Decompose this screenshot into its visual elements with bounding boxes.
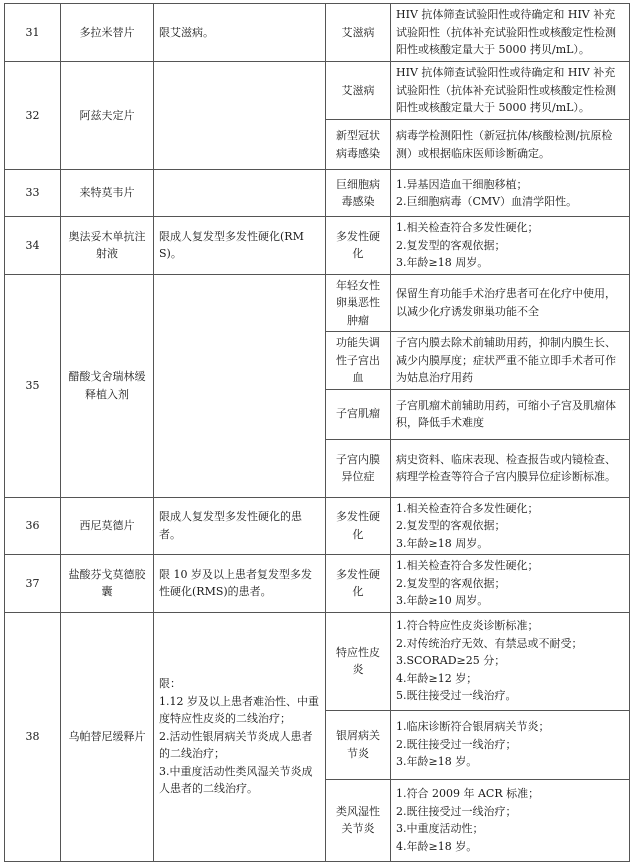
drug-name: 西尼莫德片	[61, 497, 154, 555]
payment-limit	[154, 62, 326, 170]
table-row	[5, 4, 630, 62]
drug-name: 醋酸戈舍瑞林缓释植入剂	[61, 274, 154, 497]
text-line: 1.异基因造血干细胞移植；	[396, 177, 528, 191]
text-line: 限成人复发型多发性硬化(RMS)。	[159, 229, 304, 261]
row-number: 33	[5, 170, 61, 217]
text-line: 限艾滋病。	[159, 25, 214, 39]
table-row	[5, 274, 630, 332]
text-line: 3.年龄≥10 周岁。	[396, 594, 489, 607]
text-line: 子宫肌瘤术前辅助用药，可缩小子宫及肌瘤体积，降低手术难度	[396, 398, 616, 429]
text-line: 2.巨细胞病毒（CMV）血清学阳性。	[396, 195, 578, 208]
text-line: 1.相关检查符合多发性硬化；	[396, 559, 539, 572]
indication-criteria	[391, 120, 630, 170]
drug-indication-table	[4, 3, 630, 862]
text-line: 3.中重度活动性类风湿关节炎成人患者的二线治疗。	[159, 764, 313, 796]
drug-name: 阿兹夫定片	[61, 62, 154, 170]
table-row	[5, 170, 630, 217]
text-line: 病毒学检测阳性（新冠抗体/核酸检测/抗原检测）或根据临床医师诊断确定。	[396, 129, 613, 160]
indication-criteria	[391, 332, 630, 390]
indication-criteria	[391, 497, 630, 555]
text-line: 限 10 岁及以上患者复发型多发性硬化(RMS)的患者。	[159, 567, 312, 599]
diagnosis: 巨细胞病毒感染	[326, 170, 391, 217]
diagnosis: 子宫肌瘤	[326, 389, 391, 439]
indication-criteria	[391, 389, 630, 439]
text-line: 保留生育功能手术治疗患者可在化疗中使用，以减少化疗诱发卵巢功能不全	[396, 287, 616, 318]
row-number: 37	[5, 555, 61, 613]
payment-limit	[154, 497, 326, 555]
drug-name: 奥法妥木单抗注射液	[61, 217, 154, 275]
indication-criteria	[391, 779, 630, 861]
diagnosis: 年轻女性卵巢恶性肿瘤	[326, 274, 391, 332]
row-number: 34	[5, 217, 61, 275]
indication-criteria	[391, 217, 630, 275]
text-line: HIV 抗体筛查试验阳性或待确定和 HIV 补充试验阳性（抗体补充试验阳性或核酸定性检测阳性或核酸定量大于 5000 拷贝/mL）。	[396, 8, 616, 57]
row-number: 36	[5, 497, 61, 555]
drug-name: 乌帕替尼缓释片	[61, 612, 154, 861]
diagnosis: 新型冠状病毒感染	[326, 120, 391, 170]
row-number: 31	[5, 4, 61, 62]
payment-limit	[154, 274, 326, 497]
text-line: 2.既往接受过一线治疗；	[396, 737, 517, 751]
text-line: 2.活动性银屑病关节炎成人患者的二线治疗；	[159, 729, 313, 761]
text-line: 2.复发型的客观依据；	[396, 238, 506, 252]
payment-limit	[154, 612, 326, 861]
row-number: 35	[5, 274, 61, 497]
text-line: 3.年龄≥18 周岁。	[396, 536, 489, 550]
indication-criteria	[391, 274, 630, 332]
diagnosis: 多发性硬化	[326, 555, 391, 613]
indication-criteria	[391, 612, 630, 710]
drug-name: 来特莫韦片	[61, 170, 154, 217]
text-line: 限：	[159, 677, 181, 691]
row-number: 32	[5, 62, 61, 170]
text-line: 4.年龄≥18 岁。	[396, 839, 478, 853]
text-line: 1.相关检查符合多发性硬化；	[396, 221, 539, 234]
table-body	[5, 4, 630, 862]
diagnosis: 类风湿性关节炎	[326, 779, 391, 861]
diagnosis: 特应性皮炎	[326, 612, 391, 710]
indication-criteria	[391, 710, 630, 779]
text-line: 3.年龄≥18 周岁。	[396, 256, 489, 269]
diagnosis: 子宫内膜异位症	[326, 439, 391, 497]
drug-restriction-document	[4, 3, 629, 862]
text-line: 限成人复发型多发性硬化的患者。	[159, 510, 302, 541]
diagnosis: 银屑病关节炎	[326, 710, 391, 779]
indication-criteria	[391, 555, 630, 613]
text-line: 2.复发型的客观依据；	[396, 519, 506, 532]
table-row	[5, 62, 630, 120]
text-line: 1.12 岁及以上患者难治性、中重度特应性皮炎的二线治疗；	[159, 694, 319, 726]
diagnosis: 功能失调性子宫出血	[326, 332, 391, 390]
indication-criteria	[391, 170, 630, 217]
text-line: 1.符合特应性皮炎诊断标准；	[396, 619, 539, 633]
text-line: 病史资料、临床表现、检查报告或内镜检查、病理学检查等符合子宫内膜异位症诊断标准。	[396, 452, 616, 483]
table-row	[5, 217, 630, 275]
payment-limit	[154, 555, 326, 613]
row-number: 38	[5, 612, 61, 861]
diagnosis: 艾滋病	[326, 62, 391, 120]
text-line: 3.年龄≥18 岁。	[396, 755, 478, 769]
text-line: 3.中重度活动性；	[396, 822, 484, 835]
text-line: 1.相关检查符合多发性硬化；	[396, 501, 539, 515]
text-line: 1.符合 2009 年 ACR 标准；	[396, 787, 540, 800]
text-line: 2.既往接受过一线治疗；	[396, 804, 517, 818]
text-line: HIV 抗体筛查试验阳性或待确定和 HIV 补充试验阳性（抗体补充试验阳性或核酸定性检测阳性或核酸定量大于 5000 拷贝/mL）。	[396, 66, 616, 115]
drug-name: 盐酸芬戈莫德胶囊	[61, 555, 154, 613]
drug-name: 多拉米替片	[61, 4, 154, 62]
text-line: 3.SCORAD≥25 分；	[396, 654, 506, 668]
diagnosis: 艾滋病	[326, 4, 391, 62]
payment-limit	[154, 170, 326, 217]
table-row	[5, 555, 630, 613]
diagnosis: 多发性硬化	[326, 497, 391, 555]
indication-criteria	[391, 4, 630, 62]
text-line: 4.年龄≥12 岁；	[396, 671, 478, 685]
payment-limit	[154, 4, 326, 62]
table-row	[5, 612, 630, 710]
text-line: 1.临床诊断符合银屑病关节炎；	[396, 720, 550, 734]
text-line: 2.复发型的客观依据；	[396, 576, 506, 590]
payment-limit	[154, 217, 326, 275]
indication-criteria	[391, 439, 630, 497]
indication-criteria	[391, 62, 630, 120]
table-row	[5, 497, 630, 555]
text-line: 子宫内膜去除术前辅助用药，抑制内膜生长、减少内膜厚度；症状严重不能立即手术者可作为姑息治疗用药	[396, 336, 616, 384]
diagnosis: 多发性硬化	[326, 217, 391, 275]
text-line: 2.对传统治疗无效、有禁忌或不耐受；	[396, 636, 583, 650]
text-line: 5.既往接受过一线治疗。	[396, 689, 517, 703]
